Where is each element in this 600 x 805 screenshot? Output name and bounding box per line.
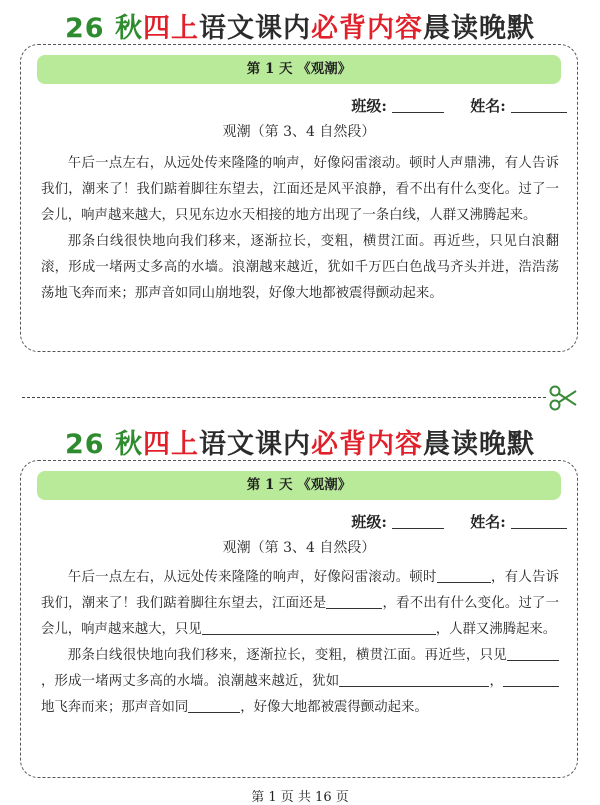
title-part-4: 必背内容 <box>310 13 423 44</box>
text-segment: 地飞奔而来；那声音如同 <box>41 700 189 715</box>
cut-line <box>22 397 546 398</box>
paragraph-3-blanks <box>41 565 559 643</box>
blank-field[interactable] <box>188 699 240 713</box>
paragraph-3: 午后一点左右，从远处传来隆隆的响声，好像闷雷滚动。顿时人声鼎沸，有人告诉我们，潮来了！我们踮着脚往东望去，江面还是风平浪静，看不出有什么变化。过了一会儿，响声越来越大，只见东边水天相接的地方出现了一条白线，人群又沸腾起来。 <box>41 156 559 223</box>
day-banner: 第 1 天 《观潮》 <box>37 55 561 84</box>
blank-field[interactable] <box>202 621 436 635</box>
blank-field[interactable] <box>503 673 559 687</box>
name-field[interactable] <box>511 98 567 113</box>
text-segment: 那条白线很快地向我们移来，逐渐拉长，变粗，横贯江面。再近些，只见 <box>67 648 507 663</box>
title-part-2: 四上 <box>142 429 199 460</box>
section-title: 观潮（第 3、4 自然段） <box>222 540 376 556</box>
title-part-3: 语文课内 <box>198 429 311 460</box>
text-segment: ，有人告诉我们，潮来了！我们踮着脚往东望去，江面还是 <box>41 570 560 611</box>
title-part-1: 26 秋 <box>65 13 143 44</box>
page-title-bottom <box>0 422 600 461</box>
day-banner: 第 1 天 《观潮》 <box>37 471 561 500</box>
text-segment: ，人群又沸腾起来。 <box>435 622 557 637</box>
name-label: 姓名: <box>470 97 506 115</box>
text-segment: ， <box>489 674 504 689</box>
text-segment: 午后一点左右，从远处传来隆隆的响声，好像闷雷滚动。顿时 <box>67 570 437 585</box>
page-number: 第 1 页 共 16 页 <box>251 790 349 805</box>
class-name-line <box>351 95 567 116</box>
page-title-top <box>0 6 600 45</box>
blank-field[interactable] <box>437 569 491 583</box>
text-segment: ，好像大地都被震得颤动起来。 <box>240 700 428 715</box>
blank-field[interactable] <box>339 673 489 687</box>
title-part-5: 晨读晚默 <box>422 13 535 44</box>
scissors-icon <box>548 385 578 411</box>
title-part-3: 语文课内 <box>198 13 311 44</box>
class-field[interactable] <box>392 514 444 529</box>
title-part-4: 必背内容 <box>310 429 423 460</box>
dictation-text <box>41 565 559 721</box>
class-label: 班级: <box>351 97 387 115</box>
name-field[interactable] <box>511 514 567 529</box>
class-field[interactable] <box>392 98 444 113</box>
blank-field[interactable] <box>326 595 382 609</box>
text-segment: ，形成一堵两丈多高的水墙。浪潮越来越近，犹如 <box>41 674 340 689</box>
title-part-5: 晨读晚默 <box>422 429 535 460</box>
name-label: 姓名: <box>470 513 506 531</box>
class-name-line <box>351 511 567 532</box>
blank-field[interactable] <box>507 647 559 661</box>
paragraph-4-blanks <box>41 643 559 721</box>
title-part-1: 26 秋 <box>65 429 143 460</box>
paragraph-4: 那条白线很快地向我们移来，逐渐拉长，变粗，横贯江面。再近些，只见白浪翻滚，形成一堵两丈多高的水墙。浪潮越来越近，犹如千万匹白色战马齐头并进，浩浩荡荡地飞奔而来；那声音如同山崩地裂，好像大地都被震得颤动起来。 <box>41 234 559 301</box>
section-title: 观潮（第 3、4 自然段） <box>222 124 376 140</box>
class-label: 班级: <box>351 513 387 531</box>
reading-card <box>20 44 578 352</box>
text-segment: ，看不出有什么变化。过了一会儿，响声越来越大，只见 <box>41 596 560 637</box>
title-part-2: 四上 <box>142 13 199 44</box>
passage-text <box>41 151 559 307</box>
dictation-card <box>20 460 578 778</box>
